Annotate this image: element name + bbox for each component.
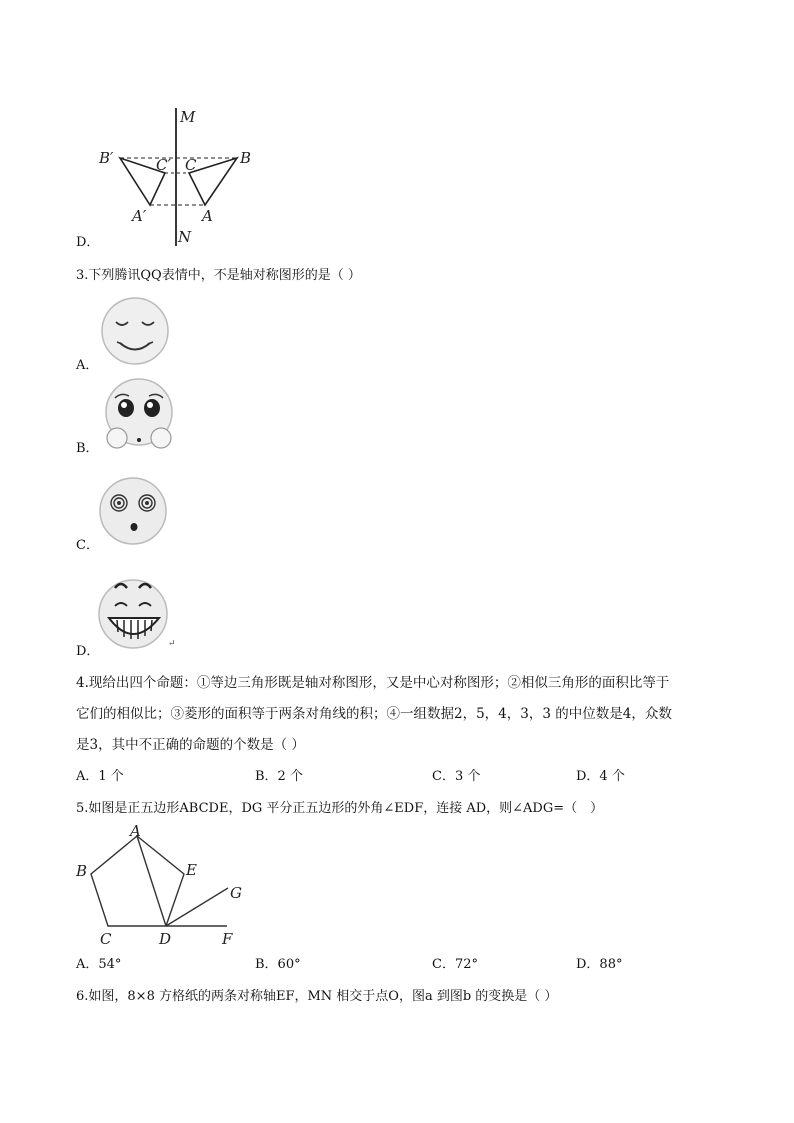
label-f: F [222,930,233,948]
q5-option-b: B．60° [255,957,301,972]
dizzy-face-icon [99,475,171,547]
stray-return-mark: ↵ [168,639,176,649]
q2-option-d-figure [92,100,262,250]
q2-option-d-label: D． [76,235,100,250]
label-e: E [186,861,197,879]
q3-stem: 3.下列腾讯QQ表情中，不是轴对称图形的是（ ） [76,268,361,283]
label-m: M [180,108,196,126]
label-g: G [230,884,242,902]
q3-option-c-label: C． [76,538,99,553]
label-c: C [185,156,197,174]
teary-face-icon [101,378,177,450]
q5-option-a: A．54° [76,957,122,972]
label-b-prime: B′ [99,149,114,167]
q3-option-b-label: B． [76,441,99,456]
label-b: B [240,149,252,167]
label-b: B [76,862,88,880]
q3-option-a-label: A． [76,358,99,373]
pentagon-abcde [91,836,184,926]
label-a: A [130,822,141,840]
q4-line-1: 4.现给出四个命题：①等边三角形既是轴对称图形，又是中心对称图形；②相似三角形的面积比等于 [76,675,670,691]
label-c-prime: C′ [156,156,171,174]
q4-line-3: 是3，其中不正确的命题的个数是（ ） [76,737,305,753]
segment-dg [166,888,228,926]
label-c: C [100,930,112,948]
label-d: D [159,930,172,948]
q6-stem: 6.如图，8×8 方格纸的两条对称轴EF，MN 相交于点O，图a 到图b 的变换是（ ） [76,989,558,1004]
grin-face-icon [97,574,173,650]
q4-line-2: 它们的相似比；③菱形的面积等于两条对角线的积；④一组数据2，5，4，3，3 的中位数是4，众数 [76,706,672,722]
q5-pentagon-figure [72,822,252,950]
q4-option-c: C．3 个 [432,769,481,784]
q4-option-d: D．4 个 [576,769,625,784]
label-a: A [202,207,213,225]
q5-option-c: C．72° [432,957,478,972]
q3-option-d-label: D． [76,644,100,659]
q4-option-a: A．1 个 [76,769,124,784]
segment-ad [137,836,166,926]
q4-option-b: B．2 个 [255,769,303,784]
smile-face-icon [100,296,172,368]
label-n: N [178,228,192,246]
label-a-prime: A′ [132,207,147,225]
q5-stem: 5.如图是正五边形ABCDE，DG 平分正五边形的外角∠EDF，连接 AD，则∠ADG=（ ） [76,801,604,816]
q5-option-d: D．88° [576,957,623,972]
